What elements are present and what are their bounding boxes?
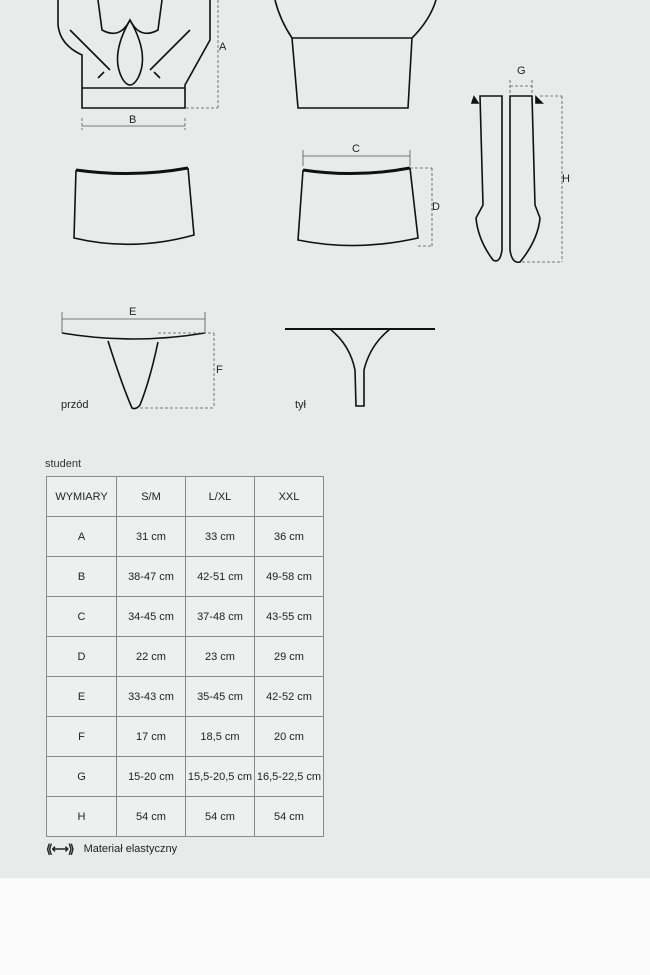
table-row [47, 677, 324, 717]
table-cell: 15,5-20,5 cm [186, 757, 255, 797]
page-bottom-margin [0, 878, 650, 975]
table-cell: 42-51 cm [186, 557, 255, 597]
table-cell: 54 cm [255, 797, 324, 837]
label-c: C [352, 143, 360, 155]
label-b: B [129, 114, 137, 126]
table-cell: 37-48 cm [186, 597, 255, 637]
table-cell: 42-52 cm [255, 677, 324, 717]
label-d: D [432, 201, 440, 213]
table-cell: 38-47 cm [117, 557, 186, 597]
back-label: tył [295, 399, 306, 411]
label-h: H [562, 173, 570, 185]
table-header-row [47, 477, 324, 517]
table-cell: 17 cm [117, 717, 186, 757]
table-row [47, 797, 324, 837]
table-cell: 54 cm [117, 797, 186, 837]
table-row [47, 757, 324, 797]
table-cell: 23 cm [186, 637, 255, 677]
size-table [46, 476, 324, 837]
table-cell: 54 cm [186, 797, 255, 837]
top-front-drawing [58, 0, 210, 108]
table-cell: 18,5 cm [186, 717, 255, 757]
garment-diagrams [0, 0, 650, 440]
table-cell: B [47, 557, 117, 597]
table-row [47, 517, 324, 557]
label-e: E [129, 306, 137, 318]
table-cell: 33 cm [186, 517, 255, 557]
dimension-h-line [522, 96, 562, 262]
thong-back-drawing [285, 329, 435, 406]
table-cell: 16,5-22,5 cm [255, 757, 324, 797]
table-row [47, 717, 324, 757]
stockings-drawing [472, 96, 542, 262]
label-g: G [517, 65, 526, 77]
header-cell: L/XL [186, 477, 255, 517]
table-cell: 20 cm [255, 717, 324, 757]
label-f: F [216, 364, 223, 376]
table-cell: 29 cm [255, 637, 324, 677]
table-cell: A [47, 517, 117, 557]
dimension-d-line [410, 168, 432, 246]
table-row [47, 637, 324, 677]
table-cell: 34-45 cm [117, 597, 186, 637]
skirt-back-drawing [298, 168, 418, 246]
header-cell: WYMIARY [47, 477, 117, 517]
table-cell: 31 cm [117, 517, 186, 557]
table-cell: G [47, 757, 117, 797]
table-cell: D [47, 637, 117, 677]
table-cell: E [47, 677, 117, 717]
table-cell: 49-58 cm [255, 557, 324, 597]
header-cell: XXL [255, 477, 324, 517]
table-cell: C [47, 597, 117, 637]
table-cell: 15-20 cm [117, 757, 186, 797]
front-label: przód [61, 399, 89, 411]
top-back-drawing [275, 0, 436, 108]
dimension-g-line [510, 80, 532, 96]
thong-front-drawing [62, 333, 205, 409]
label-a: A [219, 41, 227, 53]
table-row [47, 597, 324, 637]
table-cell: 35-45 cm [186, 677, 255, 717]
legend-text: Materiał elastyczny [83, 843, 178, 855]
table-cell: 33-43 cm [117, 677, 186, 717]
legend [46, 842, 177, 856]
elastic-arrows-icon: ⟪⟷⟫ [46, 842, 74, 856]
header-cell: S/M [117, 477, 186, 517]
table-cell: 22 cm [117, 637, 186, 677]
skirt-front-drawing [74, 168, 194, 244]
table-cell: 43-55 cm [255, 597, 324, 637]
table-cell: F [47, 717, 117, 757]
section-title: student [45, 458, 82, 470]
table-cell: 36 cm [255, 517, 324, 557]
table-cell: H [47, 797, 117, 837]
table-row [47, 557, 324, 597]
